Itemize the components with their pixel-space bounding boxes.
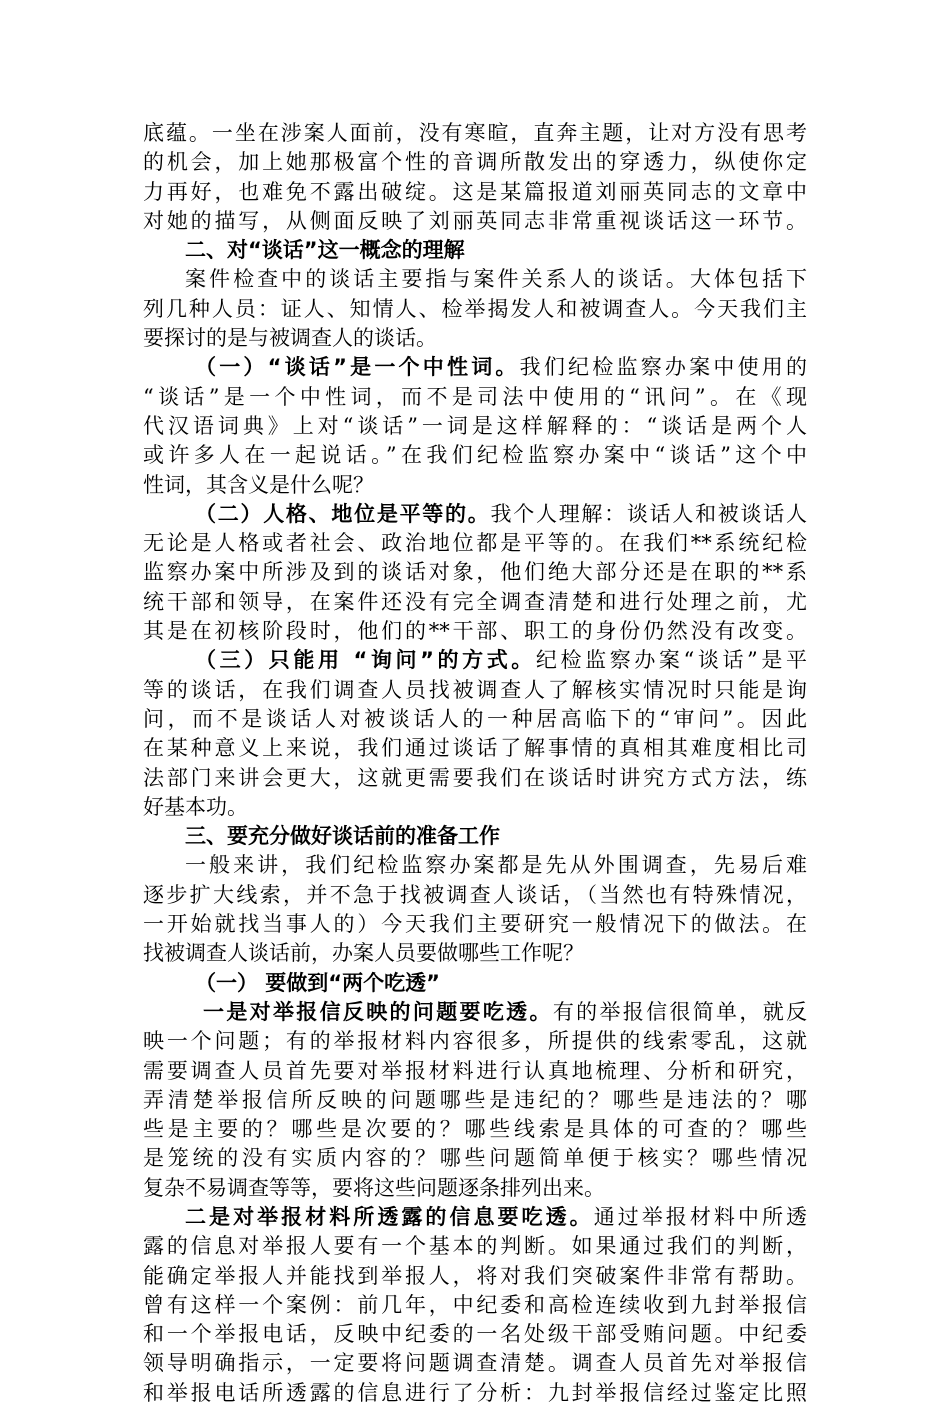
text-line: 代汉语词典》上对“谈话”一词是这样解释的：“谈话是两个人 [143, 413, 807, 438]
text-run: 我个人理解：谈话人和被谈话人 [490, 501, 807, 526]
text-line: 些是主要的？哪些是次要的？哪些线索是具体的可查的？哪些 [143, 1117, 807, 1142]
text-line [143, 998, 807, 1027]
paragraph [143, 500, 807, 646]
paragraph-lead: （二）人格、地位是平等的。 [195, 501, 491, 526]
text-line: 在某种意义上来说，我们通过谈话了解事情的真相其难度相比司 [143, 736, 807, 761]
text-line: 要探讨的是与被调查人的谈话。 [143, 326, 437, 351]
text-line: 曾有这样一个案例：前几年，中纪委和高检连续收到九封举报信 [143, 1292, 807, 1317]
text-line: 法部门来讲会更大，这就更需要我们在谈话时讲究方式方法，练 [143, 765, 807, 790]
text-line: 监察办案中所涉及到的谈话对象，他们绝大部分还是在职的**系 [143, 560, 807, 585]
paragraph-lead: 一是对举报信反映的问题要吃透。 [203, 999, 553, 1024]
text-line: 是笼统的没有实质内容的？哪些问题简单便于核实？哪些情况 [143, 1146, 807, 1171]
text-run: 有的举报信很简单，就反 [552, 999, 808, 1024]
document-page [143, 119, 807, 1408]
text-run: 通过举报材料中所透 [593, 1204, 808, 1229]
text-line: 问，而不是谈话人对被谈话人的一种居高临下的“审问”。因此 [143, 706, 807, 731]
text-line: 露的信息对举报人要有一个基本的判断。如果通过我们的判断， [143, 1234, 807, 1259]
paragraph [143, 646, 807, 822]
text-line: 统干部和领导，在案件还没有完全调查清楚和进行处理之前，尤 [143, 589, 807, 614]
text-line: 和举报电话所透露的信息进行了分析：九封举报信经过鉴定比照 [143, 1380, 807, 1405]
text-line: 找被调查人谈话前，办案人员要做哪些工作呢？ [143, 941, 584, 966]
section-heading: 二、对“谈话”这一概念的理解 [185, 238, 465, 263]
text-line [143, 353, 807, 382]
section-heading: 三、要充分做好谈话前的准备工作 [185, 824, 500, 849]
paragraph [143, 353, 807, 499]
text-line: 力再好，也难免不露出破绽。这是某篇报道刘丽英同志的文章中 [143, 179, 807, 204]
text-line [143, 646, 807, 675]
text-line: 无论是人格或者社会、政治地位都是平等的。在我们**系统纪检 [143, 531, 807, 556]
text-line: 和一个举报电话，反映中纪委的一名处级干部受贿问题。中纪委 [143, 1322, 807, 1347]
subsection-heading: （一） 要做到“两个吃透” [195, 970, 440, 995]
text-line: 弄清楚举报信所反映的问题哪些是违纪的？哪些是违法的？哪 [143, 1087, 807, 1112]
text-line: 好基本功。 [143, 794, 248, 819]
text-line: 能确定举报人并能找到举报人，将对我们突破案件非常有帮助。 [143, 1263, 807, 1288]
text-line: 性词，其含义是什么呢？ [143, 472, 374, 497]
paragraph-lead: 二是对举报材料所透露的信息要吃透。 [185, 1204, 594, 1229]
paragraph [143, 851, 807, 968]
text-line: 底蕴。一坐在涉案人面前，没有寒暄，直奔主题，让对方没有思考 [143, 121, 807, 145]
text-run: 我们纪检监察办案中使用的 [519, 355, 807, 380]
text-line: 一开始就找当事人的）今天我们主要研究一般情况下的做法。在 [143, 912, 807, 937]
text-line: 对她的描写，从侧面反映了刘丽英同志非常重视谈话这一环节。 [143, 208, 807, 233]
text-line: 等的谈话，在我们调查人员找被调查人了解核实情况时只能是询 [143, 677, 807, 702]
text-line: 复杂不易调查等等，要将这些问题逐条排列出来。 [143, 1175, 605, 1200]
text-line: 逐步扩大线索，并不急于找被调查人谈话，（当然也有特殊情况， [143, 882, 807, 907]
text-line [143, 1203, 807, 1232]
paragraph-lead: （一）“谈话”是一个中性词。 [195, 355, 520, 380]
text-line: 案件检查中的谈话主要指与案件关系人的谈话。大体包括下 [185, 267, 807, 292]
text-line: 或许多人在一起说话。”在我们纪检监察办案中“谈话”这个中 [143, 443, 807, 468]
paragraph [143, 119, 807, 236]
paragraph [143, 1203, 807, 1408]
text-line: “谈话”是一个中性词，而不是司法中使用的“讯问”。在《现 [143, 384, 807, 409]
text-line: 需要调查人员首先要对举报材料进行认真地梳理、分析和研究， [143, 1058, 807, 1083]
text-line: 领导明确指示，一定要将问题调查清楚。调查人员首先对举报信 [143, 1351, 807, 1376]
text-line: 映一个问题；有的举报材料内容很多，所提供的线索零乱，这就 [143, 1029, 807, 1054]
text-line: 其是在初核阶段时，他们的**干部、职工的身份仍然没有改变。 [143, 619, 807, 644]
text-line: 的机会，加上她那极富个性的音调所散发出的穿透力，纵使你定 [143, 150, 807, 175]
text-run: 纪检监察办案“谈话”是平 [535, 648, 807, 673]
paragraph-lead: （三）只能用 “询问”的方式。 [195, 648, 536, 673]
text-line: 一般来讲，我们纪检监察办案都是先从外围调查，先易后难 [185, 853, 807, 878]
text-line [143, 500, 807, 529]
paragraph [143, 265, 807, 353]
paragraph [143, 998, 807, 1203]
text-line: 列几种人员：证人、知情人、检举揭发人和被调查人。今天我们主 [143, 296, 807, 321]
